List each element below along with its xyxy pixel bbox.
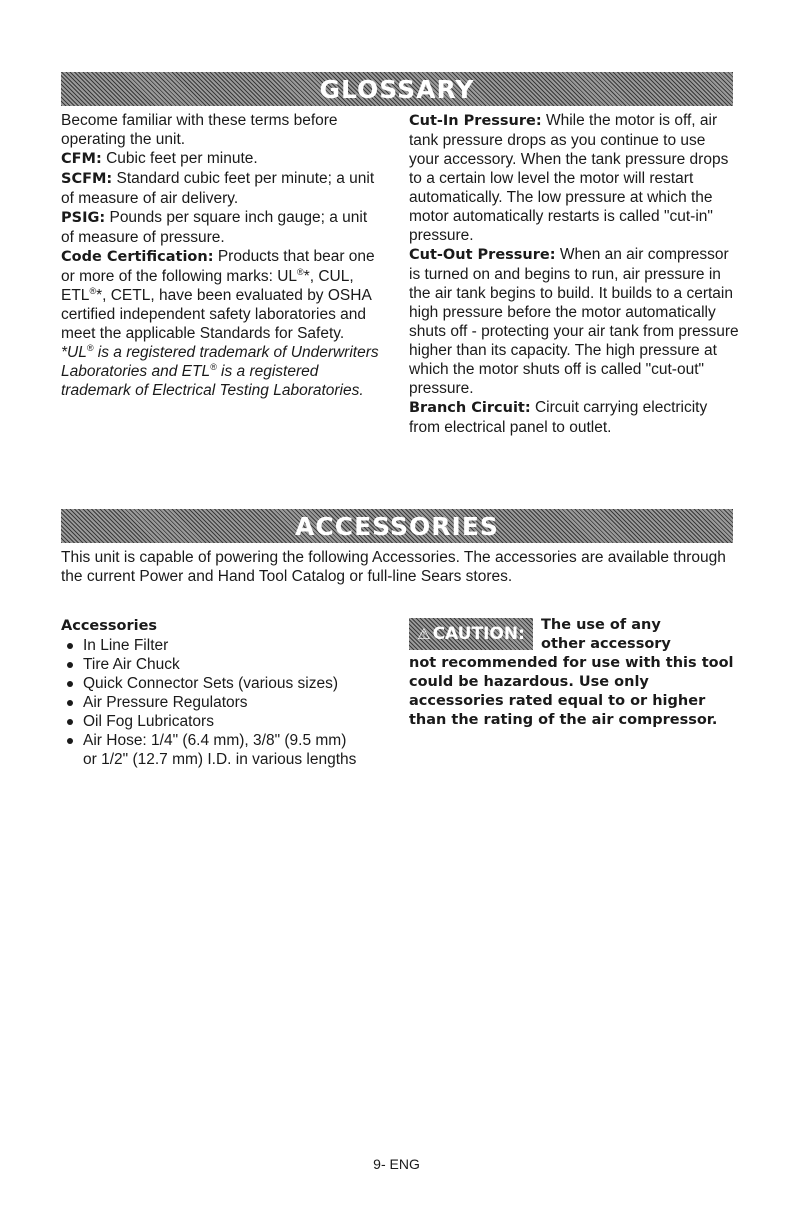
caution-label-box	[409, 618, 533, 650]
definition-code-part-2: *, CUL, ETL	[61, 268, 354, 304]
footnote-part-2: is a registered trademark of Underwriters Laboratories and ETL	[61, 344, 379, 380]
definition-scfm: Standard cubic feet per minute; a unit of measure of air delivery.	[61, 170, 375, 207]
term-cut-in: Cut-In Pressure:	[409, 113, 542, 129]
definition-code-part-3: *, CETL, have been evaluated by OSHA certified independent safety laboratories and meet the applicable Standards for Safety.	[61, 287, 371, 342]
list-item: Oil Fog Lubricators	[61, 712, 361, 731]
footnote-part-1: *UL	[61, 344, 87, 361]
definition-cut-out: When an air compressor is turned on and begins to run, air pressure in the air tank begins to build. It builds to a certain high pressure before the motor automatically shuts off - protecting your air tank from pressure higher than its capacity. The high pressure at which the motor shuts off is called "cut-out" pressure.	[409, 246, 739, 397]
list-item: Tire Air Chuck	[61, 655, 361, 674]
caution-label: CAUTION:	[432, 623, 525, 644]
registered-mark: ®	[210, 361, 217, 372]
definition-cfm: Cubic feet per minute.	[101, 150, 258, 167]
glossary-right-column	[409, 111, 739, 437]
glossary-entry-scfm	[61, 169, 381, 208]
glossary-entry-psig	[61, 208, 381, 247]
registered-mark: ®	[89, 285, 97, 296]
definition-psig: Pounds per square inch gauge; a unit of measure of pressure.	[61, 209, 368, 246]
glossary-entry-cut-out	[409, 245, 739, 398]
list-item: Air Pressure Regulators	[61, 693, 361, 712]
term-code-certification: Code Certification:	[61, 249, 214, 265]
term-cfm: CFM:	[61, 151, 102, 167]
caution-text	[541, 616, 671, 654]
caution-text-line: other accessory	[541, 636, 671, 652]
definition-cut-in: While the motor is off, air tank pressure drops as you continue to use your accessory. When the tank pressure drops to a certain low level the motor will restart automatically. The low pressure at which the motor automatically restarts is called "cut-in" pressure.	[409, 112, 729, 244]
glossary-entry-branch-circuit	[409, 398, 739, 437]
term-scfm: SCFM:	[61, 171, 113, 187]
list-item: Quick Connector Sets (various sizes)	[61, 674, 361, 693]
list-item: Air Hose: 1/4" (6.4 mm), 3/8" (9.5 mm) or 1/2" (12.7 mm) I.D. in various lengths	[61, 731, 361, 769]
trademark-footnote	[61, 343, 381, 400]
accessories-intro-text: This unit is capable of powering the following Accessories. The accessories are available through the current Power and Hand Tool Catalog or full-line Sears stores.	[61, 549, 726, 585]
glossary-entry-code-certification	[61, 247, 381, 343]
definition-branch-circuit: Circuit carrying electricity from electrical panel to outlet.	[409, 399, 708, 436]
accessories-list	[61, 636, 361, 769]
term-cut-out: Cut-Out Pressure:	[409, 247, 556, 263]
glossary-entry-cfm	[61, 149, 381, 169]
glossary-left-column	[61, 111, 381, 400]
accessories-intro	[61, 548, 741, 586]
glossary-intro: Become familiar with these terms before operating the unit.	[61, 112, 338, 148]
warning-triangle-icon: ⚠	[417, 624, 431, 643]
definition-code-part-1: Products that bear one or more of the following marks: UL	[61, 248, 375, 285]
caution-notice	[409, 618, 741, 730]
caution-text-line: The use of any	[541, 617, 661, 633]
accessories-list-title: Accessories	[61, 618, 158, 634]
footnote-part-3: is a registered trademark of Electrical Testing Laboratories.	[61, 363, 364, 399]
glossary-entry-cut-in	[409, 111, 739, 245]
accessories-list-column	[61, 616, 361, 769]
caution-text-continued: not recommended for use with this tool could be hazardous. Use only accessories rated equal to or higher than the rating of the air compressor.	[409, 655, 734, 728]
registered-mark: ®	[86, 342, 94, 353]
list-item: In Line Filter	[61, 636, 361, 655]
term-psig: PSIG:	[61, 210, 106, 226]
accessories-heading: ACCESSORIES	[295, 511, 499, 541]
glossary-banner	[61, 72, 733, 106]
page-number: 9- ENG	[373, 1156, 420, 1172]
accessories-banner	[61, 509, 733, 543]
term-branch-circuit: Branch Circuit:	[409, 400, 531, 416]
registered-mark: ®	[297, 266, 304, 277]
glossary-heading: GLOSSARY	[319, 74, 475, 104]
